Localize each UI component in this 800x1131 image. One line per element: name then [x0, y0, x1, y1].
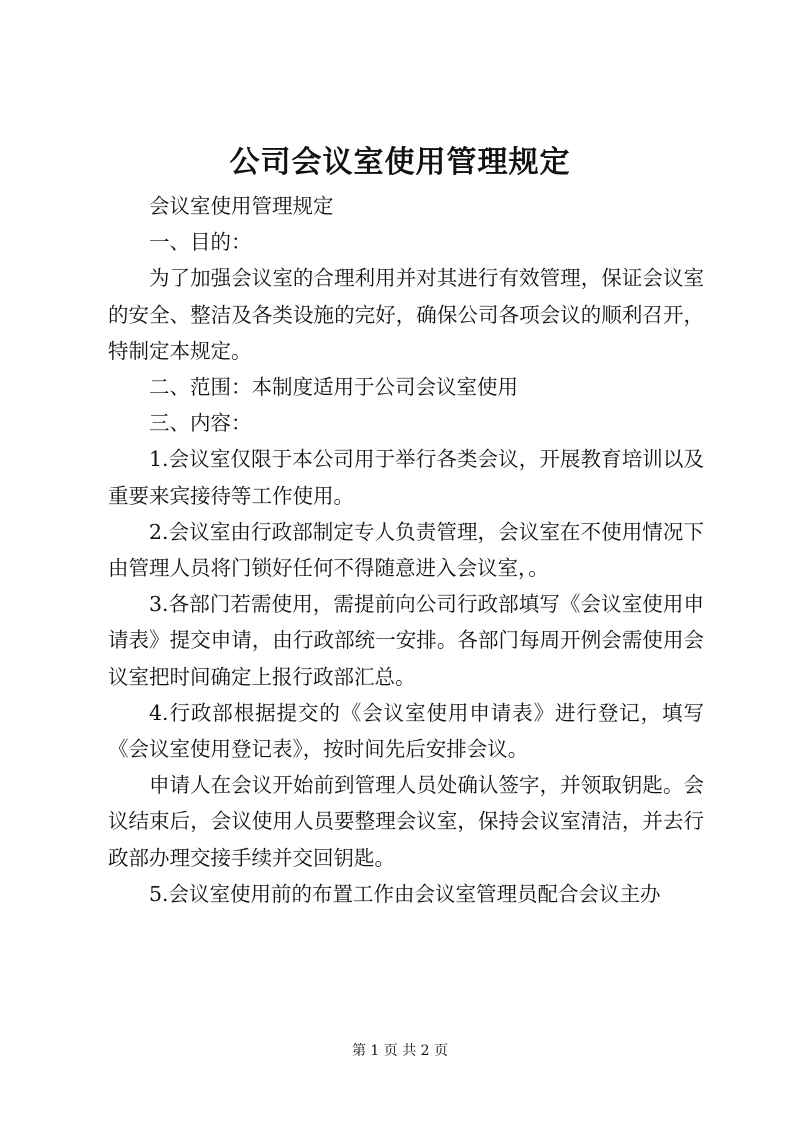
page-footer: 第 1 页 共 2 页 — [351, 1043, 449, 1059]
paragraph-section-purpose-heading: 一、目的： — [149, 230, 252, 255]
paragraph-purpose: 为了加强会议室的合理利用并对其进行有效管理，保证会议室的安全、整洁及各类设施的完好，确保公司各项会议的顺利召开，特制定本规定。 — [108, 266, 704, 363]
paragraph-item-3: 3.各部门若需使用，需提前向公司行政部填写《会议室使用申请表》提交申请，由行政部统一安排。各部门每周开例会需使用会议室把时间确定上报行政部汇总。 — [108, 592, 704, 689]
paragraph-item-1: 1.会议室仅限于本公司用于举行各类会议，开展教育培训以及重要来宾接待等工作使用。 — [108, 447, 704, 508]
paragraph-item-5: 5.会议室使用前的布置工作由会议室管理员配合会议主办 — [149, 881, 661, 906]
document-title: 公司会议室使用管理规定 — [229, 145, 571, 180]
paragraph-item-4: 4.行政部根据提交的《会议室使用申请表》进行登记，填写《会议室使用登记表》，按时间先后安排会议。 — [108, 700, 704, 762]
paragraph-applicant: 申请人在会议开始前到管理人员处确认签字，并领取钥匙。会议结束后，会议使用人员要整理会议室，保持会议室清洁，并去行政部办理交接手续并交回钥匙。 — [108, 773, 704, 870]
paragraph-scope: 二、范围：本制度适用于公司会议室使用 — [149, 375, 518, 400]
document-body — [108, 188, 704, 912]
paragraph-item-2: 2.会议室由行政部制定专人负责管理，会议室在不使用情况下由管理人员将门锁好任何不得随意进入会议室，。 — [108, 519, 704, 581]
paragraph-subtitle: 会议室使用管理规定 — [149, 194, 334, 218]
paragraph-section-content-heading: 三、内容： — [149, 411, 252, 436]
